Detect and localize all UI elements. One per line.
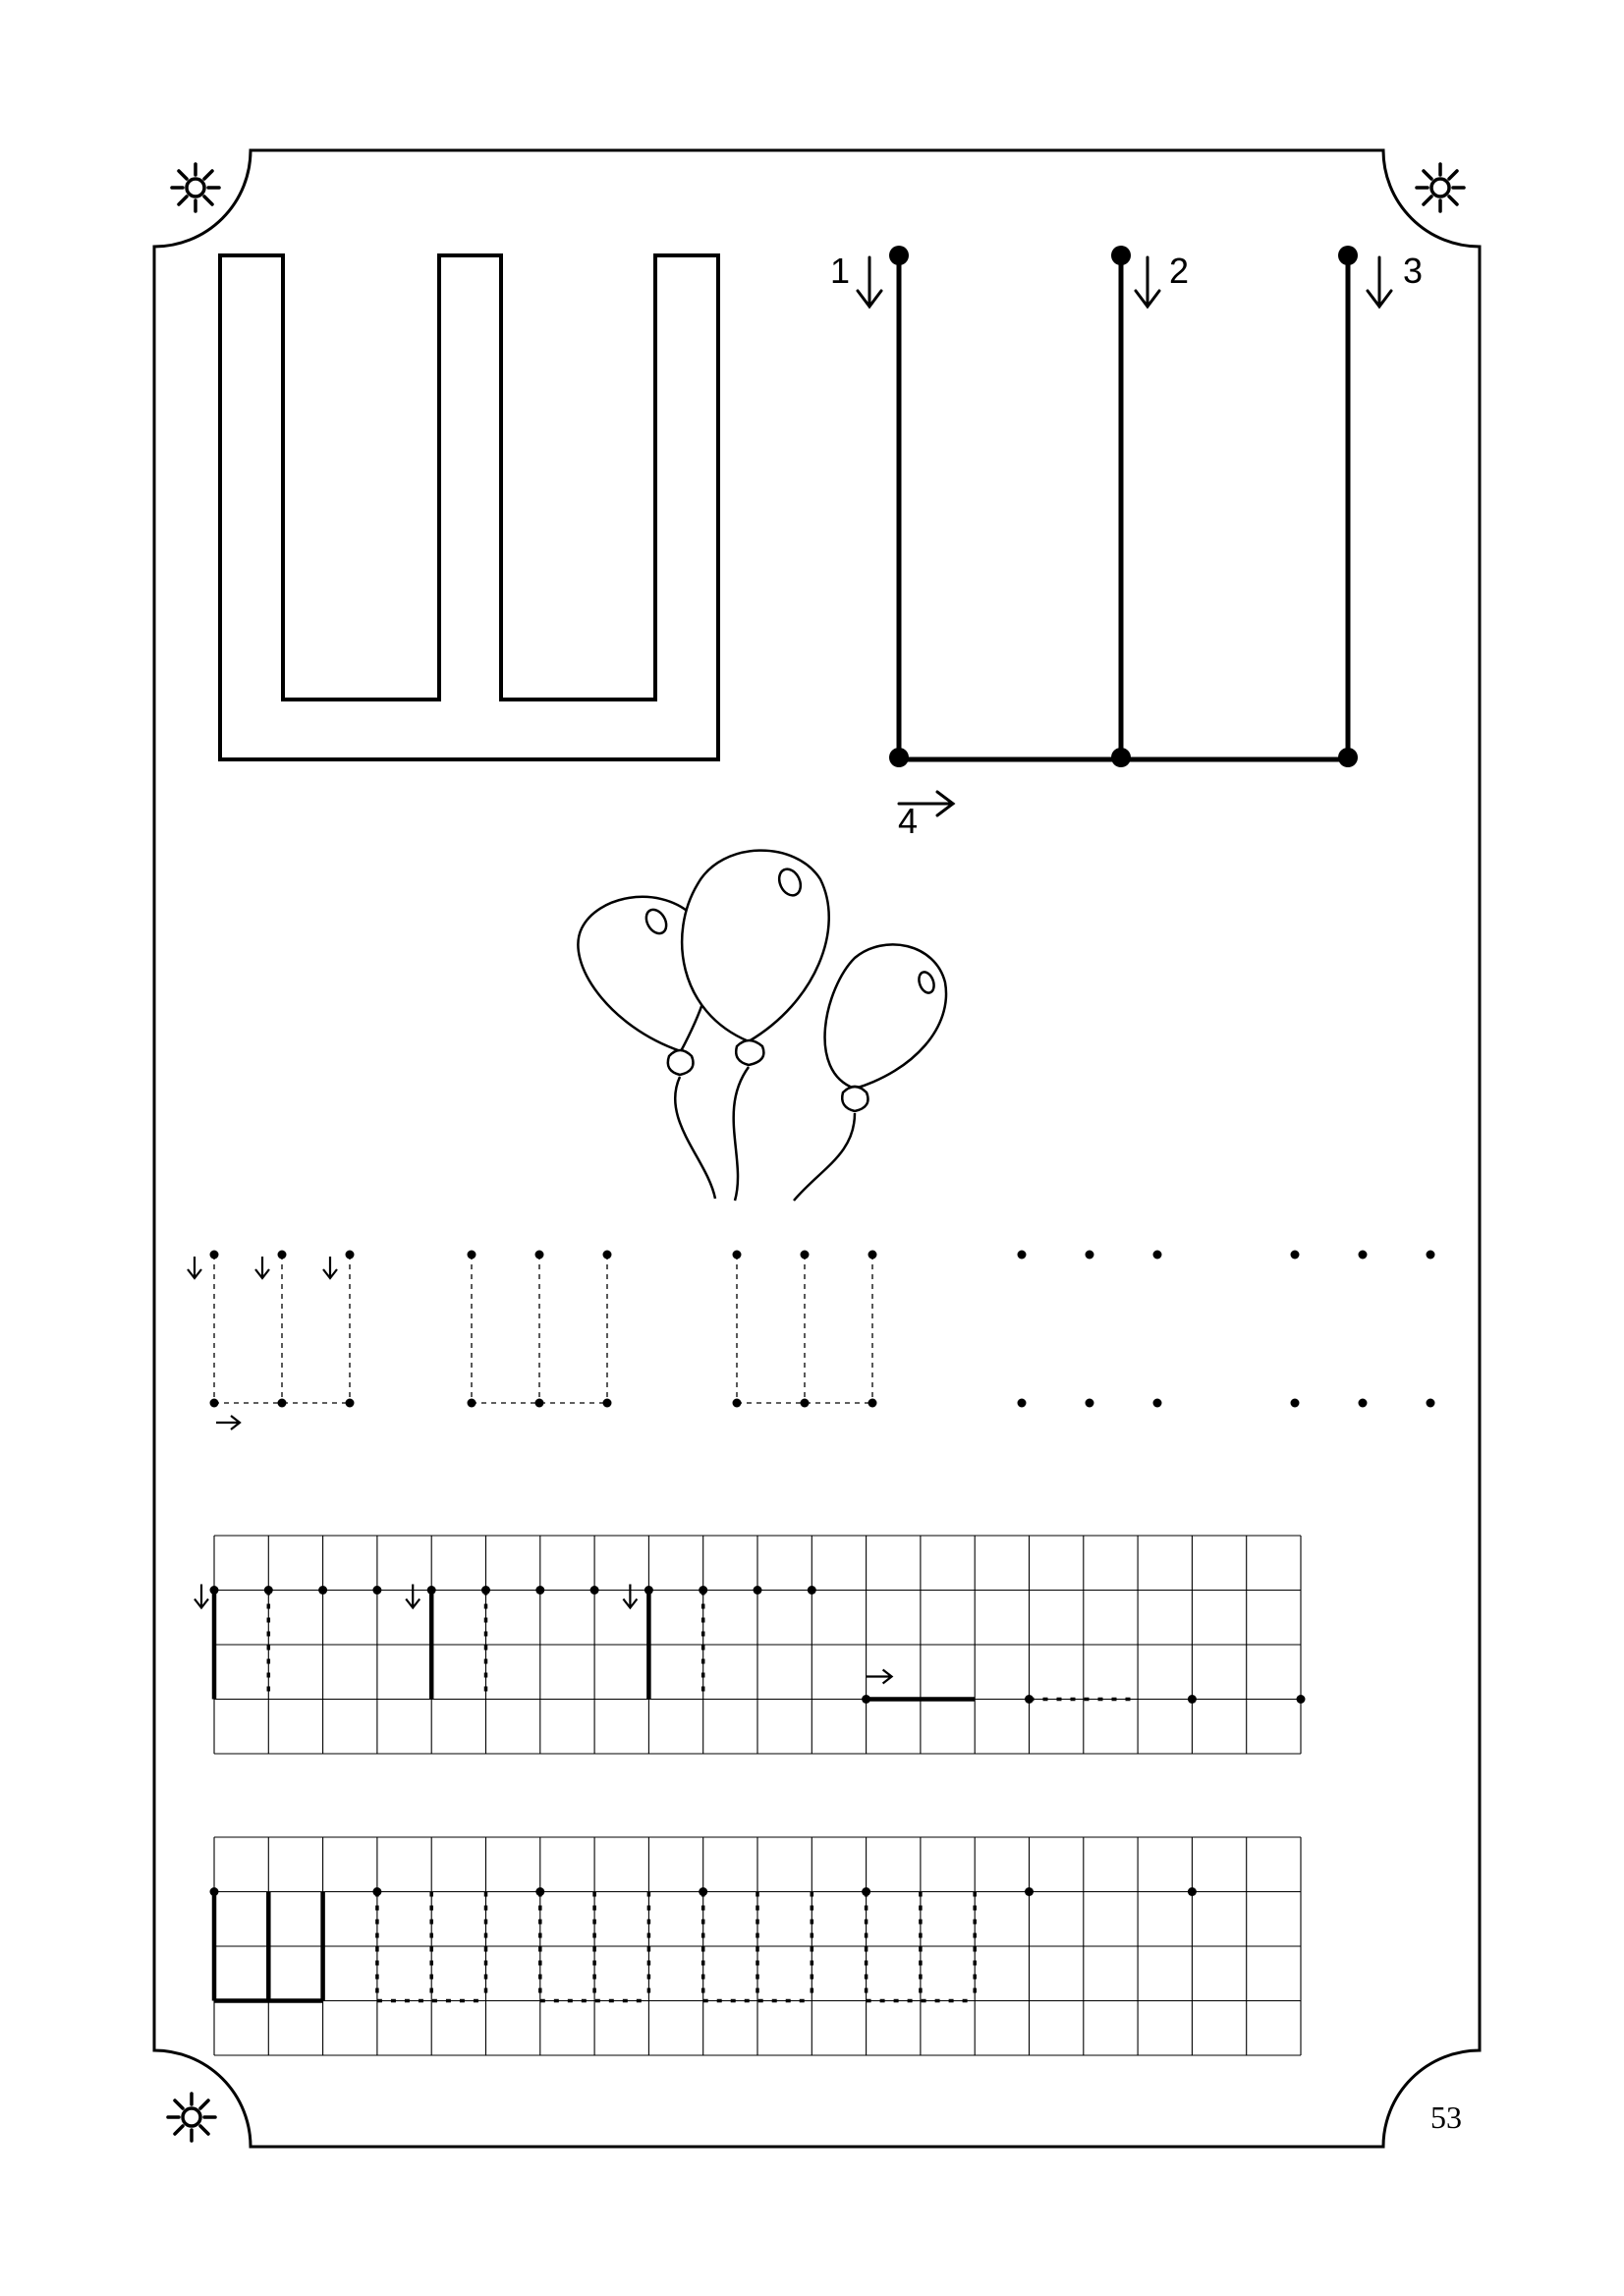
- arrow-icon: [623, 1585, 637, 1608]
- guide-dot: [1086, 1251, 1094, 1260]
- guide-dot: [1153, 1399, 1162, 1408]
- arrow-icon: [406, 1585, 420, 1608]
- practice-grid-1: [195, 1536, 1306, 1754]
- guide-dot: [210, 1887, 219, 1896]
- guide-dot: [346, 1251, 355, 1260]
- guide-dot: [535, 1586, 544, 1595]
- guide-dot: [372, 1586, 381, 1595]
- guide-dot: [1427, 1251, 1435, 1260]
- dot-tracing-row: [188, 1251, 1435, 1430]
- stroke-number-3: 3: [1403, 251, 1424, 291]
- guide-dot: [590, 1586, 599, 1595]
- guide-dot: [754, 1586, 762, 1595]
- guide-dot: [1359, 1399, 1368, 1408]
- arrow-icon: [188, 1257, 201, 1278]
- guide-dot: [1291, 1251, 1300, 1260]
- stroke-order-diagram: [830, 246, 1423, 841]
- guide-dot: [1153, 1251, 1162, 1260]
- guide-dot: [808, 1586, 816, 1595]
- guide-dot: [210, 1251, 219, 1260]
- arrow-icon: [216, 1416, 240, 1429]
- sun-icon: [1417, 164, 1464, 211]
- arrow-icon: [195, 1585, 208, 1608]
- guide-dot: [1291, 1399, 1300, 1408]
- guide-dot: [535, 1251, 544, 1260]
- page-number: 53: [1430, 2100, 1462, 2135]
- stroke-number-4: 4: [898, 801, 919, 841]
- guide-dot: [603, 1251, 612, 1260]
- sun-icon: [172, 164, 219, 211]
- guide-dot: [1025, 1887, 1034, 1896]
- letter-outline: [220, 255, 718, 759]
- guide-dot: [1018, 1251, 1027, 1260]
- guide-dot: [318, 1586, 327, 1595]
- guide-dot: [1188, 1887, 1197, 1896]
- guide-dot: [1359, 1251, 1368, 1260]
- practice-grid-2: [210, 1837, 1302, 2055]
- guide-dot: [1025, 1695, 1034, 1704]
- arrow-icon: [867, 1670, 892, 1684]
- guide-dot: [1188, 1695, 1197, 1704]
- guide-dot: [1297, 1695, 1306, 1704]
- sun-icon: [168, 2094, 215, 2141]
- guide-dot: [1427, 1399, 1435, 1408]
- guide-dot: [278, 1251, 287, 1260]
- arrow-icon: [858, 257, 1391, 815]
- arrow-icon: [323, 1257, 337, 1278]
- guide-dot: [862, 1695, 870, 1704]
- page-frame: [154, 150, 1480, 2147]
- arrow-icon: [255, 1257, 269, 1278]
- stroke-number-1: 1: [830, 251, 851, 291]
- guide-dot: [801, 1251, 810, 1260]
- guide-dot: [468, 1251, 476, 1260]
- guide-dot: [733, 1251, 742, 1260]
- guide-dot: [1086, 1399, 1094, 1408]
- guide-dot: [868, 1251, 877, 1260]
- guide-dot: [1018, 1399, 1027, 1408]
- balloons-illustration: [578, 851, 946, 1201]
- stroke-number-2: 2: [1169, 251, 1190, 291]
